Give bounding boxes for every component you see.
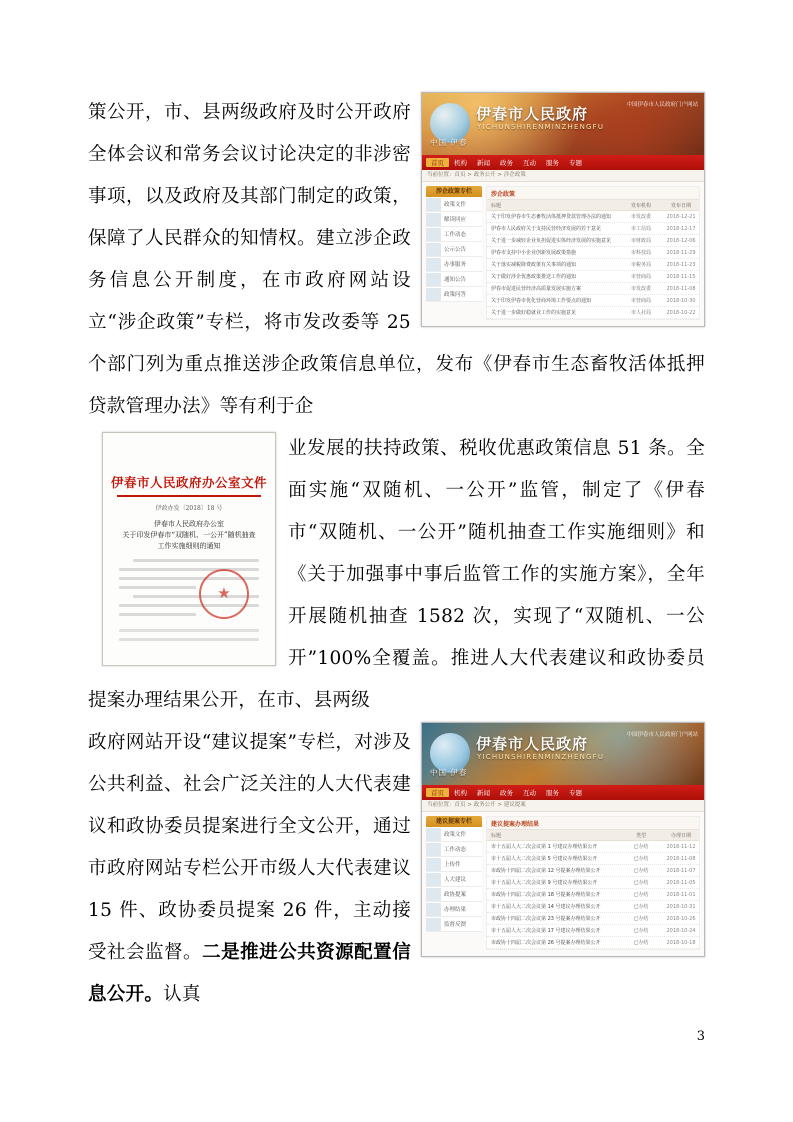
document-heading-line-1: 伊春市人民政府办公室 (154, 520, 224, 528)
site-title: 伊春市人民政府 (476, 735, 589, 753)
sidebar-item-4[interactable] (426, 887, 482, 902)
nav-item-2[interactable]: 新闻 (477, 159, 490, 167)
main-title: 涉企政策 (491, 190, 516, 198)
column-title: 标题 (491, 832, 502, 839)
document-text-line (119, 568, 259, 571)
row-date: 2018-10-30 (666, 297, 696, 304)
row-date: 2018-10-31 (666, 903, 696, 910)
sidebar-item-label: 解读回应 (444, 217, 467, 223)
nav-item-3[interactable]: 政务 (500, 789, 513, 797)
website-screenshot-top (421, 92, 705, 327)
sidebar-header: 涉企政策专栏 (426, 186, 482, 197)
table-row[interactable] (487, 211, 699, 223)
sidebar-item-6[interactable] (426, 287, 482, 302)
nav-item-2[interactable]: 新闻 (477, 789, 490, 797)
nav-item-5[interactable]: 服务 (546, 159, 559, 167)
nav-item-6[interactable]: 专题 (569, 159, 582, 167)
document-text-line (119, 586, 196, 589)
sidebar-item-1[interactable] (426, 212, 482, 227)
nav-item-5[interactable]: 服务 (546, 789, 559, 797)
site-main (486, 816, 700, 950)
site-banner-note: 中国伊春市人民政府门户网站 (626, 102, 698, 108)
row-date: 2018-10-22 (666, 309, 696, 316)
table-row[interactable] (487, 223, 699, 235)
site-banner (422, 723, 704, 785)
row-dept: 市科技局 (630, 250, 651, 256)
row-type: 已办结 (633, 940, 649, 946)
table-header (487, 200, 699, 211)
figure-website-bottom (421, 722, 705, 957)
row-title: 市十五届人大二次会议第 9 号建议办理结果公开 (491, 880, 598, 886)
table-row[interactable] (487, 937, 699, 949)
column-dept: 发布机构 (630, 202, 651, 209)
sidebar-item-3[interactable] (426, 242, 482, 257)
row-type: 已办结 (633, 844, 649, 850)
paragraph-part-1: 策公开，市、县两级政府及时公开政府全体会议和常务会议讨论决定的非涉密事项，以及政府及其部门制定的政策，保障了人民群众的知情权。建立涉企政务信息公开制度，在市政府网站设立“涉企政策”专栏，将市发改委等 25 个部门列为重点推送涉企政策信息单位，发布《伊春市生态畜牧活体抵押贷款管理办法》等有利于企 (88, 102, 705, 417)
table-row[interactable] (487, 271, 699, 283)
table-row[interactable] (487, 235, 699, 247)
column-date: 办理日期 (670, 832, 691, 839)
sidebar-thumb-icon (426, 843, 441, 856)
site-banner-note: 中国伊春市人民政府门户网站 (626, 732, 698, 738)
sidebar-item-2[interactable] (426, 857, 482, 872)
row-date: 2018-11-08 (666, 285, 696, 292)
main-header (487, 817, 699, 830)
table-row[interactable] (487, 283, 699, 295)
paragraph-text-end: 认真 (163, 984, 201, 1005)
breadcrumb: 当前位置：首页 > 政务公开 > 涉企政策 (422, 170, 704, 182)
site-body (422, 812, 704, 956)
sidebar-thumb-icon (426, 273, 441, 286)
site-title-pinyin: YICHUNSHIRENMINZHENGFU (477, 123, 605, 131)
row-dept: 市人社局 (630, 310, 651, 316)
row-date: 2018-10-24 (666, 927, 696, 934)
document-footer-lines (119, 629, 259, 647)
paragraph-part-2: 业发展的扶持政策、税收优惠政策信息 51 条。全面实施“双随机、一公开”监管，制定了《伊春市“双随机、一公开”随机抽查工作实施细则》和《关于加强事中事后监管工作的实施方案》，全年开展随机抽查 1582 次，实现了“双随机、一公开”100%全覆盖。推进人大代表建议和政协委员提案办理结果公开，在市、县两级 (88, 438, 705, 711)
row-date: 2018-11-29 (666, 249, 696, 256)
row-title: 市政协十四届二次会议第 26 号提案办理结果公开 (491, 940, 601, 946)
sidebar-item-label: 公示公告 (444, 247, 467, 253)
sidebar-item-label: 工作动态 (444, 847, 467, 853)
table-row[interactable] (487, 295, 699, 307)
row-date: 2018-12-21 (666, 213, 696, 220)
breadcrumb: 当前位置：首页 > 政务公开 > 建议提案 (422, 800, 704, 812)
row-dept: 市营商局 (630, 274, 651, 280)
row-date: 2018-11-05 (666, 879, 696, 886)
row-dept: 市发改委 (630, 286, 651, 292)
site-slogan: 中国·伊春 (430, 138, 468, 147)
table-row[interactable] (487, 925, 699, 937)
row-dept: 市税务局 (630, 262, 651, 268)
nav-item-1[interactable]: 机构 (454, 789, 467, 797)
main-header (487, 187, 699, 200)
sidebar-thumb-icon (426, 918, 441, 931)
row-date: 2018-12-06 (666, 237, 696, 244)
site-body (422, 182, 704, 326)
sidebar-item-label: 上传件 (444, 862, 461, 868)
sidebar-item-5[interactable] (426, 902, 482, 917)
sidebar-header: 建议提案专栏 (426, 816, 482, 827)
row-type: 已办结 (633, 880, 649, 886)
row-date: 2018-12-17 (666, 225, 696, 232)
sidebar-item-label: 政策问答 (444, 292, 467, 298)
table-row[interactable] (487, 889, 699, 901)
row-date: 2018-10-26 (666, 915, 696, 922)
row-title: 伊春市促进民营经济高质量发展实施方案 (491, 286, 582, 292)
row-type: 已办结 (633, 892, 649, 898)
row-date: 2018-10-18 (666, 939, 696, 946)
site-main (486, 186, 700, 320)
table-row[interactable] (487, 247, 699, 259)
sidebar-item-label: 办理结果 (444, 907, 467, 913)
document-text-line (133, 559, 259, 562)
sidebar-thumb-icon (426, 243, 441, 256)
row-title: 伊春市人民政府关于支持民营经济发展的若干意见 (491, 226, 602, 232)
sidebar-item-1[interactable] (426, 842, 482, 857)
table-row[interactable] (487, 865, 699, 877)
row-title: 关于印发伊春市优化营商环境工作要点的通知 (491, 298, 592, 304)
nav-item-4[interactable]: 互动 (523, 789, 536, 797)
sidebar-thumb-icon (426, 873, 441, 886)
row-title: 市政协十四届二次会议第 12 号提案办理结果公开 (491, 868, 601, 874)
row-title: 关于做好涉企优惠政策推送工作的通知 (491, 274, 577, 280)
row-type: 已办结 (633, 928, 649, 934)
sidebar-item-4[interactable] (426, 257, 482, 272)
row-title: 市十五届人大二次会议第 14 号建议办理结果公开 (491, 904, 601, 910)
document-text-line (119, 638, 259, 641)
table-header (487, 830, 699, 841)
nav-item-1[interactable]: 机构 (454, 159, 467, 167)
table-row[interactable] (487, 259, 699, 271)
site-title-pinyin: YICHUNSHIRENMINZHENGFU (477, 753, 605, 761)
nav-item-6[interactable]: 专题 (569, 789, 582, 797)
sidebar-item-6[interactable] (426, 917, 482, 932)
sidebar-item-label: 工作动态 (444, 232, 467, 238)
row-type: 已办结 (633, 916, 649, 922)
figure-official-document (102, 432, 276, 666)
row-title: 关于进一步做好稳就业工作的实施意见 (491, 310, 577, 316)
row-date: 2018-11-12 (666, 843, 696, 850)
sidebar-item-label: 政策文件 (444, 832, 467, 838)
nav-item-4[interactable]: 互动 (523, 159, 536, 167)
row-type: 已办结 (633, 856, 649, 862)
sidebar-thumb-icon (426, 288, 441, 301)
row-title: 市政协十四届二次会议第 18 号提案办理结果公开 (491, 892, 601, 898)
figure-website-top (421, 92, 705, 327)
row-dept: 市营商局 (630, 298, 651, 304)
site-sidebar (426, 186, 482, 320)
table-row[interactable] (487, 901, 699, 913)
column-type: 类型 (635, 832, 646, 839)
sidebar-item-label: 政策文件 (444, 202, 467, 208)
sidebar-thumb-icon (426, 888, 441, 901)
official-red-seal-icon (199, 569, 249, 619)
row-title: 关于进一步减轻企业负担促进实体经济发展的实施意见 (491, 238, 612, 244)
site-navbar (422, 155, 704, 170)
official-document-scan (102, 432, 276, 666)
document-heading-line-2: 关于印发伊春市“双随机、一公开”随机抽查 (122, 531, 256, 539)
document-heading (103, 519, 275, 552)
page-number: 3 (696, 1029, 705, 1044)
document-number: 伊政办发〔2018〕18 号 (155, 505, 223, 512)
row-dept: 市财政局 (630, 238, 651, 244)
sidebar-thumb-icon (426, 258, 441, 271)
sidebar-item-0[interactable] (426, 197, 482, 212)
row-date: 2018-11-23 (666, 261, 696, 268)
site-navbar (422, 785, 704, 800)
sidebar-thumb-icon (426, 198, 441, 211)
row-date: 2018-11-07 (666, 867, 696, 874)
table-row[interactable] (487, 841, 699, 853)
row-title: 市十五届人大二次会议第 5 号建议办理结果公开 (491, 856, 598, 862)
column-date: 发布日期 (670, 202, 691, 209)
row-date: 2018-11-01 (666, 891, 696, 898)
table-row[interactable] (487, 913, 699, 925)
site-slogan: 中国·伊春 (430, 768, 468, 777)
row-type: 已办结 (633, 904, 649, 910)
row-title: 市十五届人大二次会议第 17 号建议办理结果公开 (491, 928, 601, 934)
main-title: 建议提案办理结果 (491, 820, 540, 828)
sidebar-thumb-icon (426, 828, 441, 841)
sidebar-item-label: 监督反馈 (444, 922, 467, 928)
sidebar-thumb-icon (426, 228, 441, 241)
nav-item-0[interactable]: 首页 (426, 788, 449, 797)
sidebar-thumb-icon (426, 903, 441, 916)
sidebar-item-label: 通知公告 (444, 277, 467, 283)
sidebar-item-5[interactable] (426, 272, 482, 287)
site-sidebar (426, 816, 482, 950)
row-title: 伊春市支持中小企业创新发展政策措施 (491, 250, 577, 256)
row-dept: 市发改委 (630, 214, 651, 220)
site-banner (422, 93, 704, 155)
sidebar-thumb-icon (426, 213, 441, 226)
paragraph-text: 政府网站开设“建议提案”专栏，对涉及公共利益、社会广泛关注的人大代表建议和政协委员提案进行全文公开，通过市政府网站专栏公开市级人大代表建议 15 件、政协委员提案 26 件，主动接受社会监督。 (88, 732, 411, 963)
table-row[interactable] (487, 877, 699, 889)
sidebar-item-3[interactable] (426, 872, 482, 887)
sidebar-item-label: 政协提案 (444, 892, 467, 898)
sidebar-item-0[interactable] (426, 827, 482, 842)
document-red-header: 伊春市人民政府办公室文件 (110, 475, 267, 490)
row-title: 市十五届人大二次会议第 1 号建议办理结果公开 (491, 844, 598, 850)
nav-item-3[interactable]: 政务 (500, 159, 513, 167)
nav-item-0[interactable]: 首页 (426, 158, 449, 167)
site-title: 伊春市人民政府 (476, 105, 589, 123)
row-type: 已办结 (633, 868, 649, 874)
row-title: 市政协十四届二次会议第 23 号提案办理结果公开 (491, 916, 601, 922)
table-row[interactable] (487, 853, 699, 865)
sidebar-item-label: 办事服务 (444, 262, 467, 268)
row-date: 2018-11-08 (666, 855, 696, 862)
sidebar-item-label: 人大建议 (444, 877, 467, 883)
document-heading-line-3: 工作实施细则的通知 (157, 542, 221, 550)
paragraph-bold-heading: 二是推进公共资源配置信息公开。 (88, 942, 411, 1005)
row-dept: 市工信局 (630, 226, 651, 232)
row-date: 2018-11-15 (666, 273, 696, 280)
row-title: 关于印发伊春市生态畜牧活体抵押贷款管理办法的通知 (491, 214, 612, 220)
document-text-line (119, 629, 259, 632)
row-title: 关于落实减税降费政策有关事项的通知 (491, 262, 577, 268)
document-text-line (119, 613, 196, 616)
page-content (88, 92, 705, 1022)
sidebar-thumb-icon (426, 858, 441, 871)
website-screenshot-bottom (421, 722, 705, 957)
sidebar-item-2[interactable] (426, 227, 482, 242)
document-red-rule (117, 495, 261, 497)
table-row[interactable] (487, 307, 699, 319)
column-title: 标题 (491, 202, 502, 209)
